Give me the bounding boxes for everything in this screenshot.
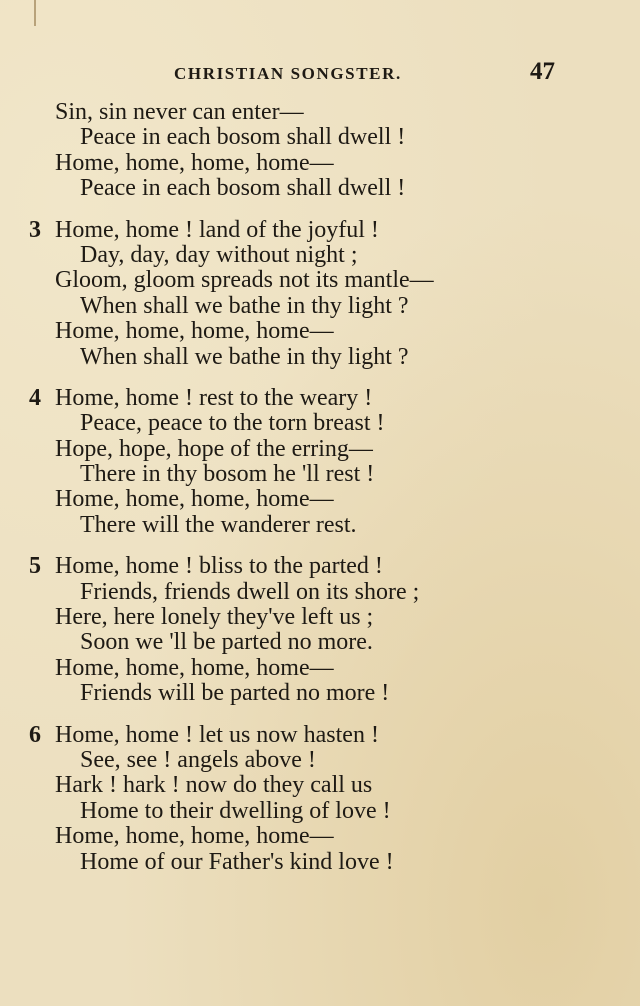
stanza-number: 6: [29, 721, 41, 748]
verse-line: When shall we bathe in thy light ?: [80, 343, 409, 370]
page-number: 47: [530, 58, 555, 85]
binding-mark: [34, 0, 36, 26]
verse-line-text: Home, home ! rest to the weary !: [55, 384, 373, 411]
verse-line: When shall we bathe in thy light ?: [80, 292, 409, 319]
verse-line: [0, 554, 640, 579]
verse-line: Peace in each bosom shall dwell !: [80, 175, 406, 202]
verse-line: Hark ! hark ! now do they call us: [55, 772, 373, 799]
verse-line: Home of our Father's kind love !: [80, 848, 394, 875]
verse-line: Home, home, home, home—: [55, 149, 334, 176]
verse-line: There in thy bosom he 'll rest !: [80, 461, 375, 488]
verse-line: Home, home, home, home—: [55, 318, 334, 345]
stanza-5: [0, 554, 640, 706]
page-header: [0, 58, 640, 92]
verse-line: There will the wanderer rest.: [80, 511, 357, 538]
verse-line: Home to their dwelling of love !: [80, 797, 391, 824]
verse-line: Gloom, gloom spreads not its mantle—: [55, 267, 434, 294]
verse-line: Friends, friends dwell on its shore ;: [80, 578, 420, 605]
verse-line: [0, 218, 640, 243]
stanza-4: [0, 386, 640, 538]
verse-line-text: Home, home ! land of the joyful !: [55, 216, 379, 243]
stanza-number: 5: [29, 553, 41, 580]
stanza-6: [0, 723, 640, 875]
verse-line: Sin, sin never can enter—: [55, 99, 304, 125]
verse-line: Friends will be parted no more !: [80, 680, 390, 707]
verse-line: Peace in each bosom shall dwell !: [80, 124, 406, 151]
verse-line-text: Home, home ! bliss to the parted !: [55, 553, 383, 580]
hymn-text: [0, 100, 640, 875]
verse-line: Here, here lonely they've left us ;: [55, 604, 374, 631]
verse-line: [0, 386, 640, 411]
verse-line: [0, 723, 640, 748]
running-head: CHRISTIAN SONGSTER.: [174, 64, 402, 83]
stanza-continuation: [0, 100, 640, 202]
verse-line: Day, day, day without night ;: [80, 241, 358, 268]
verse-line: Soon we 'll be parted no more.: [80, 629, 373, 656]
verse-line: Hope, hope, hope of the erring—: [55, 435, 373, 462]
stanza-3: [0, 218, 640, 370]
verse-line-text: Home, home ! let us now hasten !: [55, 721, 379, 748]
stanza-number: 4: [29, 384, 41, 411]
verse-line: Home, home, home, home—: [55, 486, 334, 513]
stanza-number: 3: [29, 216, 41, 243]
verse-line: Home, home, home, home—: [55, 654, 334, 681]
verse-line: See, see ! angels above !: [80, 746, 316, 773]
verse-line: Peace, peace to the torn breast !: [80, 410, 385, 437]
verse-line: Home, home, home, home—: [55, 823, 334, 850]
